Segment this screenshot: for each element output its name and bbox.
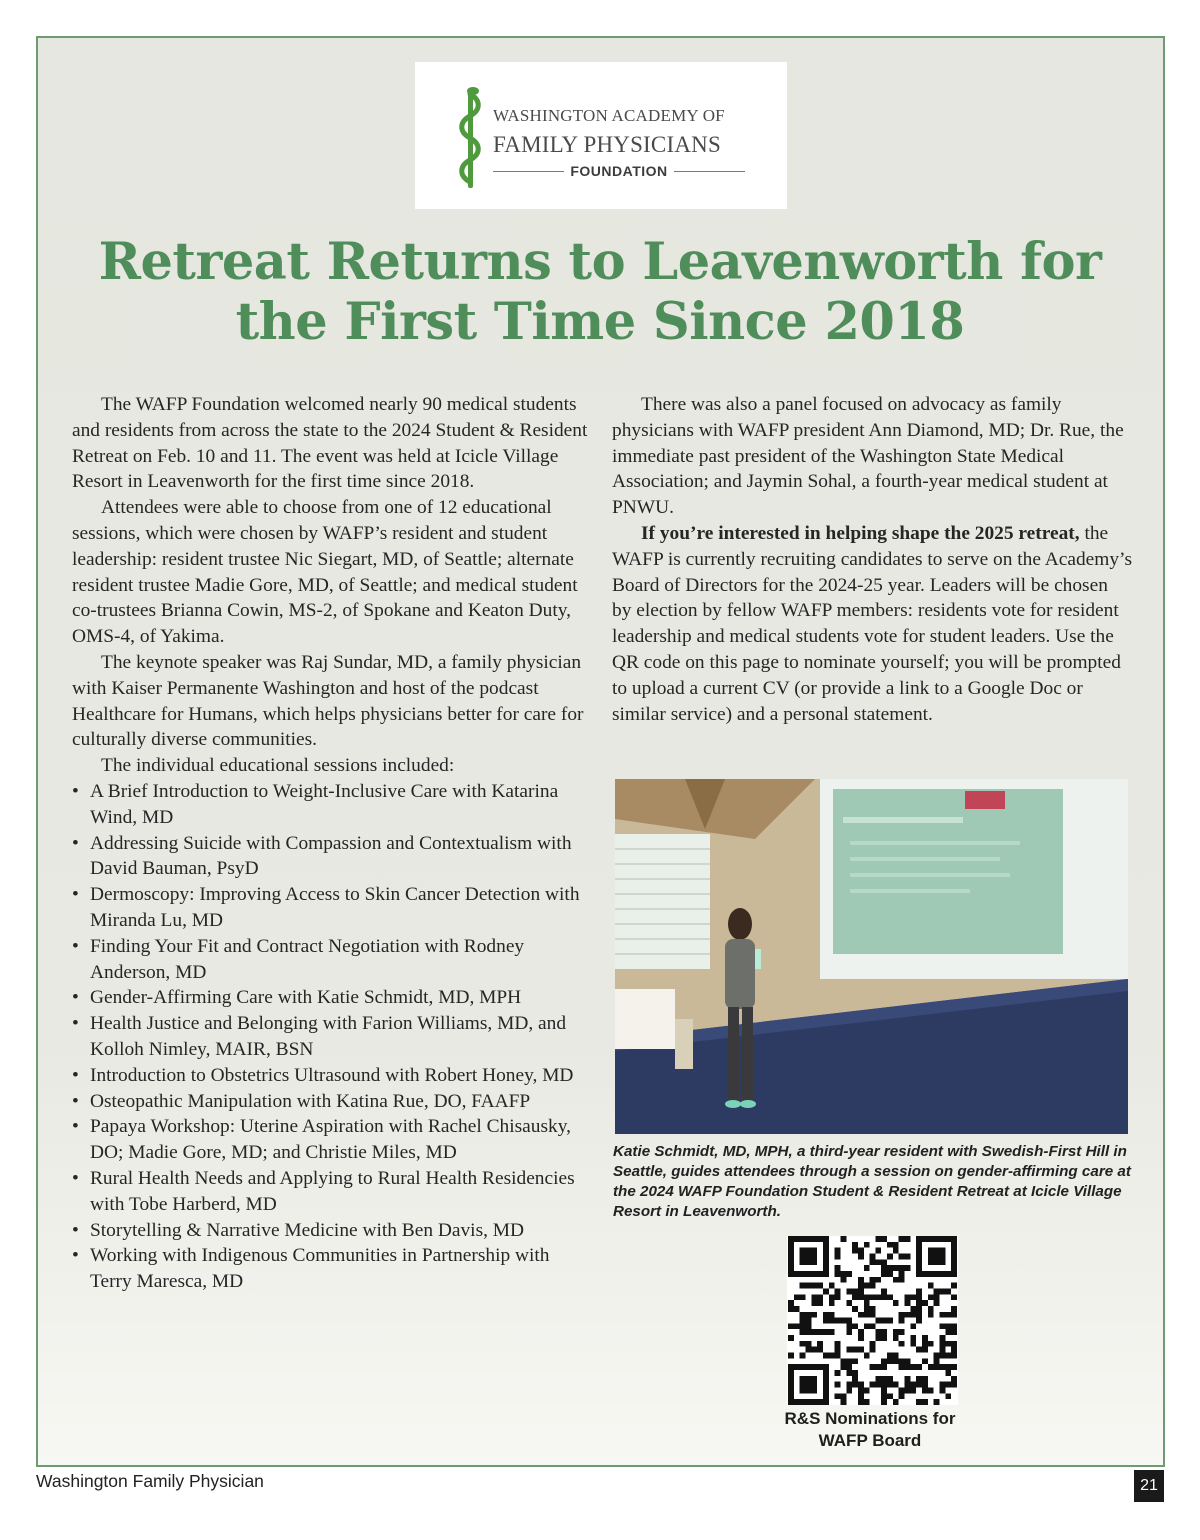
paragraph-sessions: Attendees were able to choose from one of 12 educational sessions, which were chosen by WAFP’s resident and student leadership: resident trustee Nic Siegart, MD, of Seattle; alternate resident trustee Madie Gore, MD, of Seattle; and medical student co-trustees Brianna Cowin, MS-2, of Spokane and Keaton Duty, OMS-4, of Yakima. xyxy=(72,497,578,648)
headline-line2: the First Time Since 2018 xyxy=(235,292,965,352)
logo-rule-left xyxy=(493,171,564,172)
recruiting-body: the WAFP is currently recruiting candidates to serve on the Academy’s Board of Directors for the 2024-25 year. Leaders will be chosen by election by fellow WAFP members: residents vote for resident leadership and medical students vote for student leaders. Use the QR code on this page to nominate yourself; you will be prompted to upload a current CV (or provide a link to a Google Doc or similar service) and a personal statement. xyxy=(612,522,1132,725)
right-column xyxy=(612,392,1132,727)
list-item: • Introduction to Obstetrics Ultrasound with Robert Honey, MD xyxy=(72,1063,592,1089)
list-item: • Gender-Affirming Care with Katie Schmidt, MD, MPH xyxy=(72,985,592,1011)
qr-label xyxy=(760,1408,980,1452)
foundation-logo xyxy=(415,62,787,209)
caduceus-icon xyxy=(451,84,491,192)
qr-label-line1: R&S Nominations for xyxy=(784,1409,956,1428)
paragraph-intro: The WAFP Foundation welcomed nearly 90 medical students and residents from across the state to the 2024 Student & Resident Retreat on Feb. 10 and 11. The event was held at Icicle Village Resort in Leavenworth for the first time since 2018. xyxy=(72,394,588,493)
list-item: • Finding Your Fit and Contract Negotiation with Rodney Anderson, MD xyxy=(72,934,592,986)
logo-text-line2: FAMILY PHYSICIANS xyxy=(493,132,721,157)
list-item: • Health Justice and Belonging with Farion Williams, MD, and Kolloh Nimley, MAIR, BSN xyxy=(72,1011,592,1063)
paragraph-keynote: The keynote speaker was Raj Sundar, MD, a family physician with Kaiser Permanente Washington and host of the podcast Healthcare for Humans, which helps physicians better for care for culturally diverse communities. xyxy=(72,651,584,751)
logo-text-line3: FOUNDATION xyxy=(570,163,668,179)
publication-name: Washington Family Physician xyxy=(36,1471,264,1491)
logo-rule-right xyxy=(674,171,745,172)
recruiting-lead: If you’re interested in helping shape the 2025 retreat, xyxy=(641,522,1080,544)
logo-foundation-row xyxy=(493,161,745,181)
page-number: 21 xyxy=(1134,1470,1164,1502)
list-item: • Storytelling & Narrative Medicine with Ben Davis, MD xyxy=(72,1218,592,1244)
list-item: • Osteopathic Manipulation with Katina Rue, DO, FAAFP xyxy=(72,1089,592,1115)
qr-label-line2: WAFP Board xyxy=(818,1431,922,1450)
left-column xyxy=(72,392,592,1295)
paragraph-panel: There was also a panel focused on advocacy as family physicians with WAFP president Ann Diamond, MD; Dr. Rue, the immediate past president of the Washington State Medical Association; and Jaymin Sohal, a fourth-year medical student at PNWU. xyxy=(612,394,1124,519)
list-item: • Papaya Workshop: Uterine Aspiration with Rachel Chisausky, DO; Madie Gore, MD; and Christie Miles, MD xyxy=(72,1114,592,1166)
list-item: • Working with Indigenous Communities in Partnership with Terry Maresca, MD xyxy=(72,1243,592,1295)
logo-text-line1: WASHINGTON ACADEMY OF xyxy=(493,106,725,125)
event-photo xyxy=(615,779,1128,1134)
paragraph-sessions-intro: The individual educational sessions included: xyxy=(101,755,455,777)
photo-caption: Katie Schmidt, MD, MPH, a third-year resident with Swedish-First Hill in Seattle, guides attendees through a session on gender-affirming care at the 2024 WAFP Foundation Student & Resident Retreat at Icicle Village Resort in Leavenworth. xyxy=(613,1143,1131,1220)
list-item: • Rural Health Needs and Applying to Rural Health Residencies with Tobe Harberd, MD xyxy=(72,1166,592,1218)
qr-code[interactable] xyxy=(787,1236,958,1405)
list-item: • Addressing Suicide with Compassion and Contextualism with David Bauman, PsyD xyxy=(72,831,592,883)
sessions-list xyxy=(72,779,592,1295)
article-headline xyxy=(60,232,1140,352)
paragraph-recruiting xyxy=(612,521,1132,727)
headline-line1: Retreat Returns to Leavenworth for xyxy=(98,232,1102,292)
list-item: • A Brief Introduction to Weight-Inclusive Care with Katarina Wind, MD xyxy=(72,779,592,831)
list-item: • Dermoscopy: Improving Access to Skin Cancer Detection with Miranda Lu, MD xyxy=(72,882,592,934)
